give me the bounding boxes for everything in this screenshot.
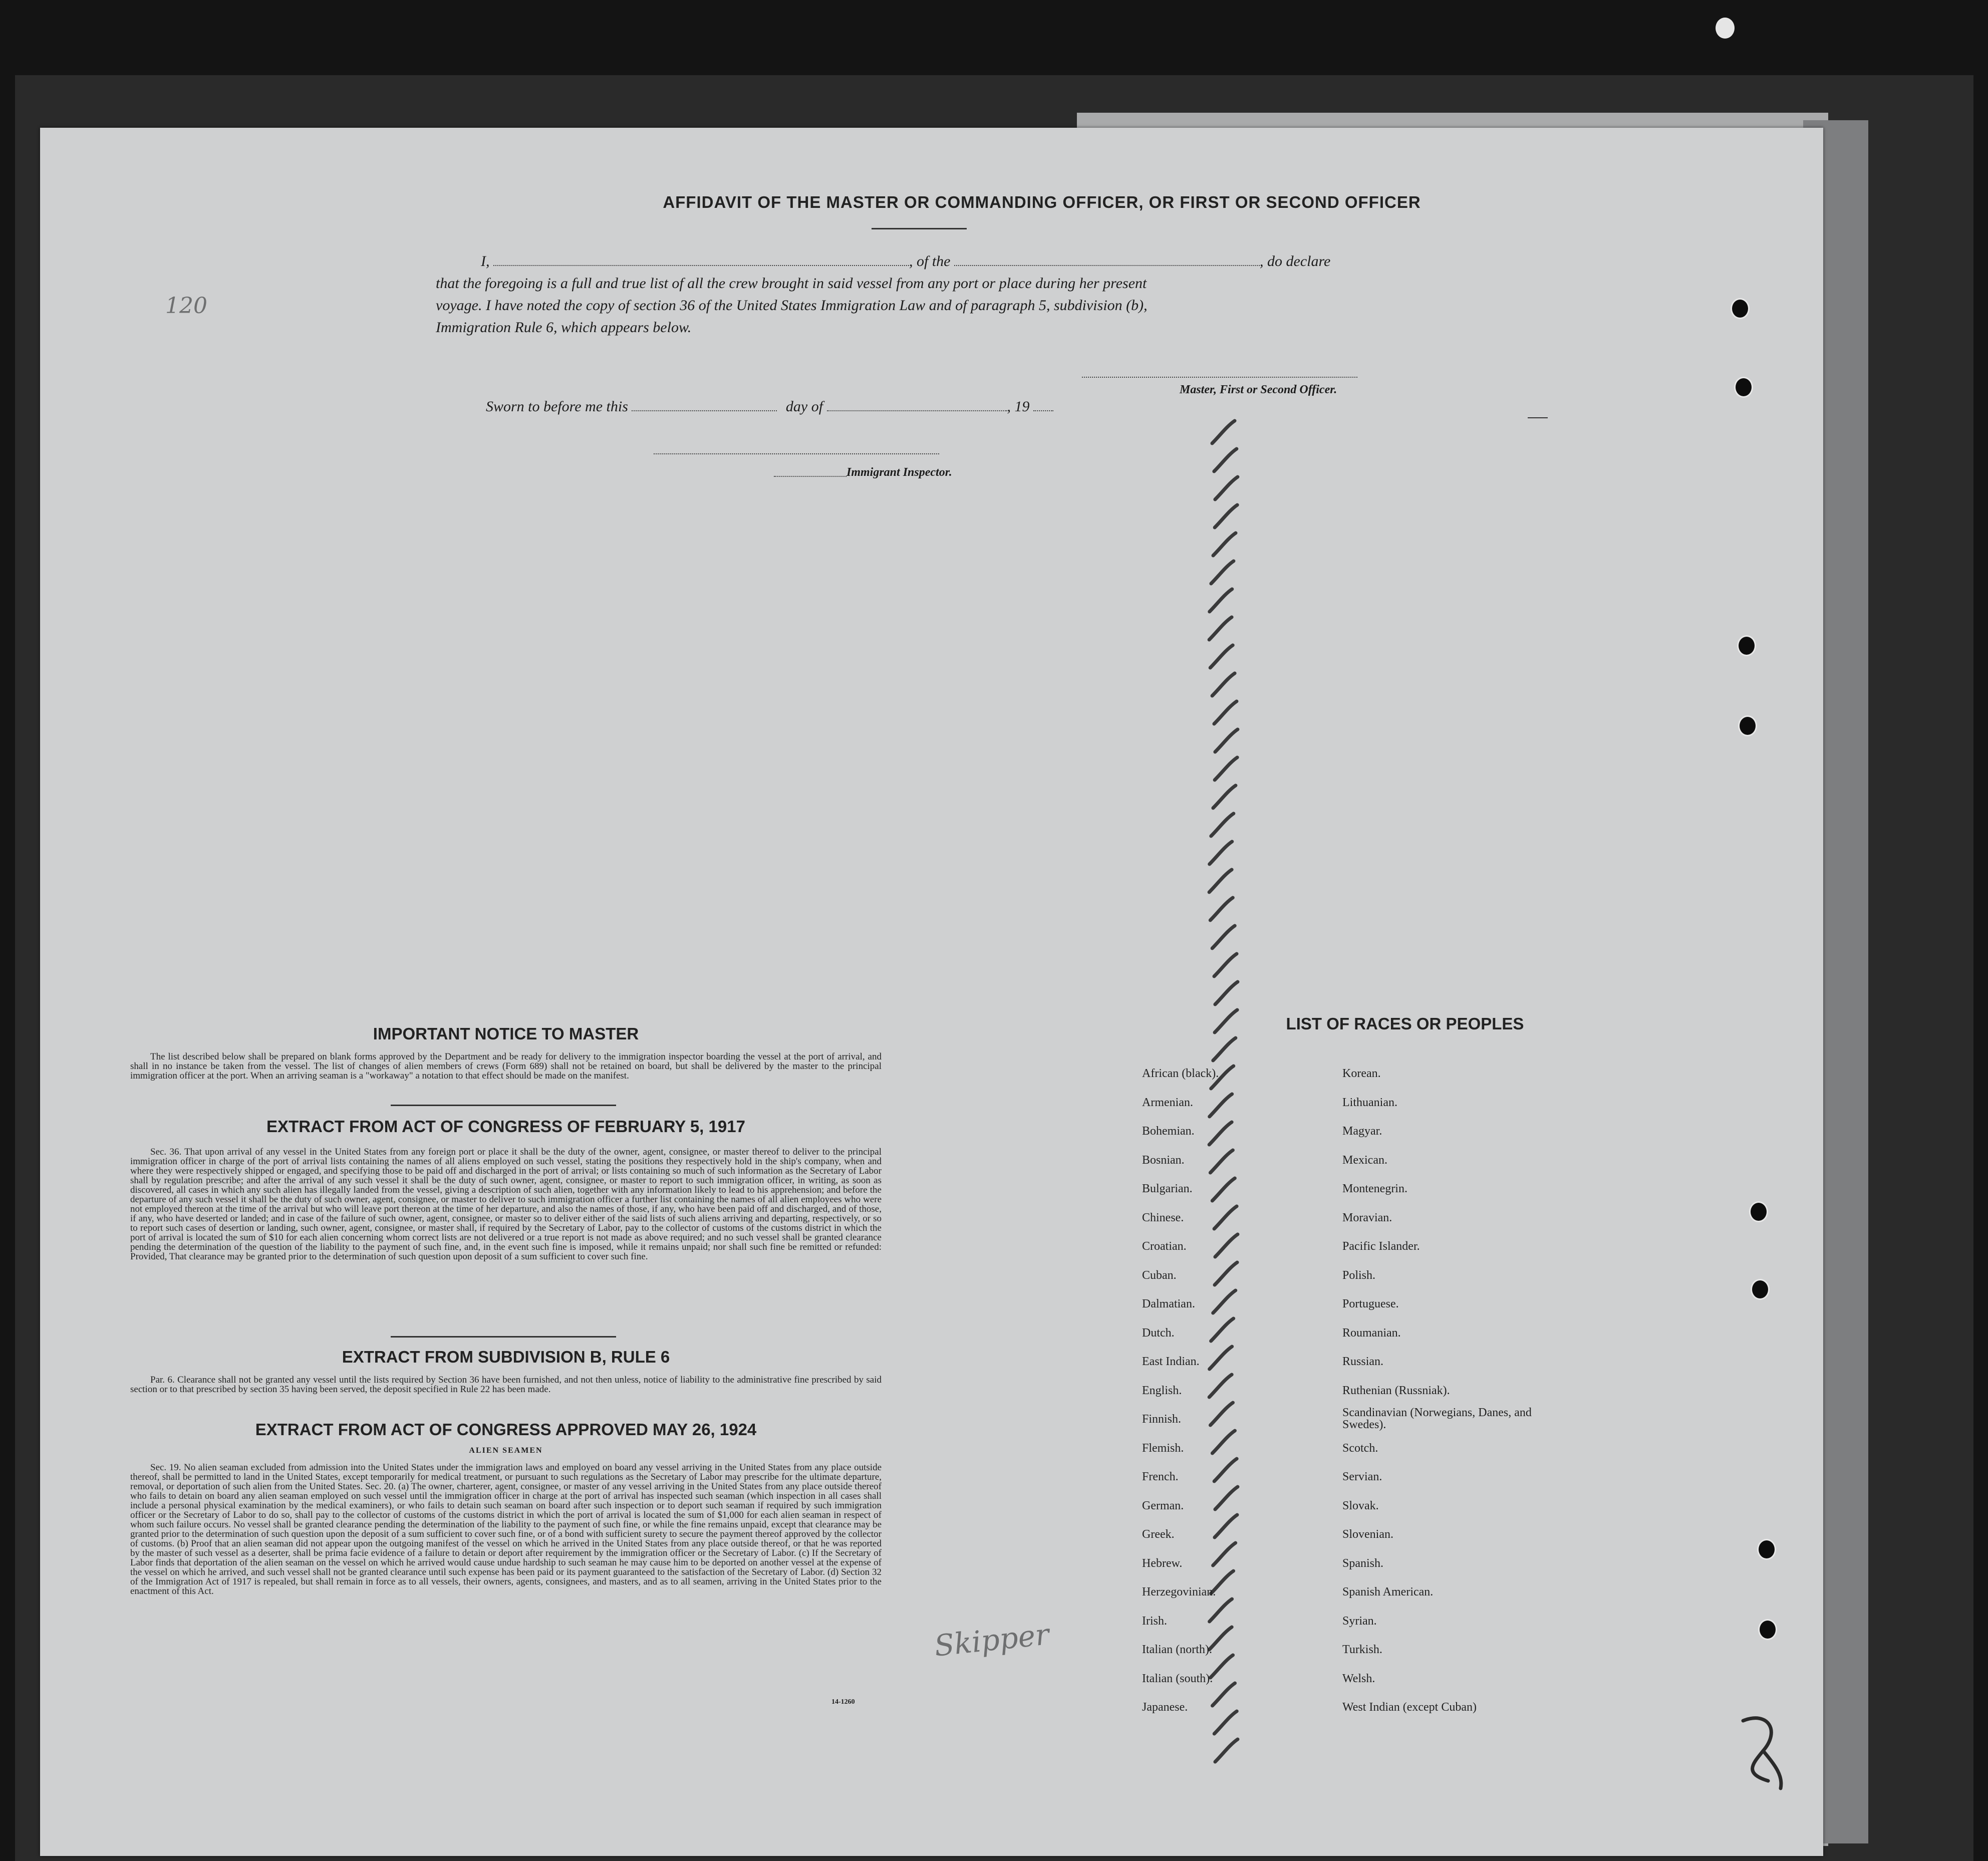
scan-corner-mark xyxy=(1716,18,1735,39)
ditto-tick xyxy=(1211,1318,1234,1341)
race-entry: Herzegovinian. xyxy=(1142,1585,1216,1599)
ditto-tick xyxy=(1214,1206,1237,1229)
ditto-tick xyxy=(1211,561,1234,584)
ditto-tick xyxy=(1210,1094,1232,1117)
ditto-tick xyxy=(1210,645,1233,668)
ditto-tick xyxy=(1210,589,1232,612)
binder-hole xyxy=(1737,635,1756,656)
race-entry: Spanish American. xyxy=(1342,1585,1434,1599)
declarant-prefix: I, xyxy=(481,253,490,270)
ditto-tick xyxy=(1214,1459,1237,1481)
declaration-line xyxy=(436,250,1468,273)
race-entry: West Indian (except Cuban) xyxy=(1342,1701,1477,1714)
race-entry: Bosnian. xyxy=(1142,1153,1185,1167)
section-divider xyxy=(391,1105,616,1106)
race-entry: Japanese. xyxy=(1142,1701,1188,1714)
ditto-tick xyxy=(1212,1178,1235,1201)
ditto-tick xyxy=(1215,757,1237,780)
sworn-day-field[interactable] xyxy=(632,401,777,411)
race-entry: Scotch. xyxy=(1342,1441,1378,1455)
rule-6-title: EXTRACT FROM SUBDIVISION B, RULE 6 xyxy=(342,1348,670,1366)
vessel-name-field[interactable] xyxy=(954,256,1260,266)
ditto-tick xyxy=(1213,1038,1236,1060)
ditto-tick xyxy=(1213,533,1236,556)
act-1917-title: EXTRACT FROM ACT OF CONGRESS OF FEBRUARY 5, 1917 xyxy=(266,1117,745,1136)
binder-hole xyxy=(1749,1201,1768,1222)
ditto-tick xyxy=(1210,1403,1233,1425)
ditto-tick xyxy=(1209,1122,1232,1145)
race-entry: Russian. xyxy=(1342,1355,1384,1368)
margin-tick xyxy=(1528,417,1548,418)
race-entry: Cuban. xyxy=(1142,1268,1177,1282)
binder-hole xyxy=(1734,377,1753,398)
ditto-tick xyxy=(1212,421,1235,443)
race-entry: Slovak. xyxy=(1342,1499,1379,1512)
ditto-tick xyxy=(1209,617,1232,640)
ditto-tick xyxy=(1215,1739,1238,1762)
race-entry: Flemish. xyxy=(1142,1441,1184,1455)
ditto-tick xyxy=(1215,1487,1238,1509)
ditto-tick xyxy=(1215,1262,1237,1285)
ditto-tick xyxy=(1215,477,1238,499)
ditto-tick xyxy=(1212,926,1235,948)
race-entry: Italian (south). xyxy=(1142,1672,1213,1685)
document-page xyxy=(40,128,1823,1856)
race-entry: Bohemian. xyxy=(1142,1125,1195,1138)
race-entry: Dalmatian. xyxy=(1142,1297,1195,1310)
rule-6-text: Par. 6. Clearance shall not be granted any vessel until the lists required by Section 36 have been furnished, and not then unless, notice of liability to the administrative fine prescribed by said section or to that prescribed by section 35 having been served, the deposit specified in Rule 22 has been made. xyxy=(130,1375,882,1395)
declarant-name-field[interactable] xyxy=(493,256,909,266)
sworn-month-field[interactable] xyxy=(827,401,1007,411)
ditto-tick xyxy=(1214,1711,1237,1734)
race-entry: East Indian. xyxy=(1142,1355,1200,1368)
declaration-text-line: Immigration Rule 6, which appears below. xyxy=(436,319,692,336)
ditto-tick xyxy=(1209,870,1232,892)
declaration-text-line: voyage. I have noted the copy of section 36 of the United States Immigration Law and of paragraph 5, subdivision (b), xyxy=(436,297,1148,314)
affidavit-statement xyxy=(436,250,1468,339)
ditto-tick xyxy=(1210,1347,1232,1369)
race-entry: Italian (north). xyxy=(1142,1643,1212,1656)
ditto-tick xyxy=(1214,954,1237,976)
ditto-tick xyxy=(1215,505,1237,527)
handwritten-annotation: Skipper xyxy=(933,1617,1051,1663)
race-entry: French. xyxy=(1142,1470,1179,1483)
race-entry: Welsh. xyxy=(1342,1672,1375,1685)
race-entry: Dutch. xyxy=(1142,1326,1175,1340)
race-entry: Croatian. xyxy=(1142,1240,1187,1253)
ditto-tick xyxy=(1215,729,1238,752)
title-underline xyxy=(872,228,967,229)
binder-hole xyxy=(1731,298,1750,319)
sworn-line xyxy=(486,398,1053,415)
sworn-text: Sworn to before me this xyxy=(486,398,628,415)
ditto-tick xyxy=(1214,701,1237,724)
race-entry: Portuguese. xyxy=(1342,1297,1399,1310)
master-signature-line[interactable] xyxy=(1082,377,1357,378)
inspector-signature-line[interactable] xyxy=(654,453,939,454)
inspector-name-line[interactable] xyxy=(774,476,846,477)
race-entry: Spanish. xyxy=(1342,1556,1384,1570)
race-entry: Irish. xyxy=(1142,1614,1167,1628)
race-entry: Hebrew. xyxy=(1142,1556,1183,1570)
ditto-tick xyxy=(1211,814,1234,836)
race-entry: Lithuanian. xyxy=(1342,1096,1397,1109)
declaration-text-line: that the foregoing is a full and true list of all the crew brought in said vessel from any port or place during her present xyxy=(436,275,1147,292)
race-entry: Mexican. xyxy=(1342,1153,1387,1167)
race-entry: Korean. xyxy=(1342,1067,1381,1080)
race-entry: Scandinavian (Norwegians, Danes, and Swedes). xyxy=(1342,1406,1532,1431)
race-entry: Roumanian. xyxy=(1342,1326,1401,1340)
act-1924-text: Sec. 19. No alien seaman excluded from admission into the United States under the immigration laws and employed on board any vessel arriving in the United States from any place outside thereof, shall be permitted to land in the United States, except temporarily for medical treatment, or pursuant to such regulations as the Secretary of Labor may prescribe for the ultimate departure, removal, or deportation of such alien from the United States. Sec. 20. (a) The owner, charterer, agent, consignee, or master of any vessel arriving in the United States from any place outside thereof who fails to detain on board any alien seaman employed on such vessel until the immigration officer in charge at the port of arrival has inspected such seaman (which inspection in all cases shall include a personal physical examination by the medical examiners), or who fails to detain such seaman on board after such inspection or to deport such seaman if required by such immigration officer or the Secretary of Labor to do so, shall pay to the collector of customs of the customs district in which the port of arrival is located the sum of $1,000 for each alien seaman in respect of whom such failure occurs. No vessel shall be granted clearance pending the determination of the liability to the payment of such fine, or while the fine remains unpaid, except that clearance may be granted prior to the determination of such question upon the deposit of a sum sufficient to cover such fine, or of a bond with sufficient surety to secure the payment thereof approved by the collector of customs. (b) Proof that an alien seaman did not appear upon the outgoing manifest of the vessel on which he arrived in the United States from any place outside thereof, or that he was reported by the master of such vessel as a deserter, shall be prima facie evidence of a failure to detain or deport after requirement by the immigration officer or the Secretary of Labor. (c) If the Secretary of Labor finds that deportation of the alien seaman on the vessel on which he arrived would cause undue hardship to such seaman he may cause him to be deported on another vessel at the expense of the vessel on which he arrived, and such vessel shall not be granted clearance until such expense has been paid or its payment guaranteed to the satisfaction of the Secretary of Labor. (d) Section 32 of the Immigration Act of 1917 is repealed, but shall remain in force as to all vessels, their owners, agents, consignees, and masters, and as to all seamen, arriving in the United States prior to the enactment of this Act. xyxy=(130,1462,882,1597)
binder-hole xyxy=(1758,1619,1777,1640)
handwritten-page-number xyxy=(1733,1706,1788,1791)
ditto-tick xyxy=(1210,898,1233,920)
form-number: 14-1260 xyxy=(831,1698,855,1706)
alien-seamen-subtitle: ALIEN SEAMEN xyxy=(469,1446,543,1455)
ditto-tick xyxy=(1213,1290,1236,1313)
ditto-tick xyxy=(1215,1234,1238,1257)
do-declare-text: , do declare xyxy=(1260,253,1331,270)
ditto-tick xyxy=(1215,982,1238,1004)
day-of-text: day of xyxy=(785,398,823,415)
race-entry: Polish. xyxy=(1342,1268,1376,1282)
year-prefix: , 19 xyxy=(1007,398,1030,415)
race-entry: Servian. xyxy=(1342,1470,1382,1483)
race-entry: English. xyxy=(1142,1384,1182,1397)
ditto-tick xyxy=(1211,1655,1233,1678)
ditto-tick xyxy=(1215,1515,1237,1537)
master-signature-label: Master, First or Second Officer. xyxy=(1180,383,1337,396)
ditto-tick xyxy=(1209,1375,1232,1397)
race-entry: German. xyxy=(1142,1499,1184,1512)
race-entry: Greek. xyxy=(1142,1528,1175,1541)
race-entry: Magyar. xyxy=(1342,1125,1382,1138)
notice-title: IMPORTANT NOTICE TO MASTER xyxy=(373,1024,639,1043)
of-the-text: , of the xyxy=(909,253,951,270)
race-entry: Turkish. xyxy=(1342,1643,1382,1656)
ditto-tick xyxy=(1212,673,1235,696)
race-entry: Montenegrin. xyxy=(1342,1182,1407,1195)
ditto-tick xyxy=(1213,1543,1236,1565)
ditto-tick xyxy=(1213,785,1236,808)
races-title: LIST OF RACES OR PEOPLES xyxy=(1286,1014,1524,1033)
race-entry: Finnish. xyxy=(1142,1413,1182,1426)
race-entry: Syrian. xyxy=(1342,1614,1377,1628)
ditto-tick xyxy=(1214,449,1237,471)
race-entry: Ruthenian (Russniak). xyxy=(1342,1384,1450,1397)
ditto-tick xyxy=(1213,1683,1235,1706)
notice-text: The list described below shall be prepared on blank forms approved by the Department and be ready for delivery to the immigration inspector boarding the vessel at the port of arrival, and shall in no instance be taken from the vessel. The list of changes of alien members of crews (Form 689) shall not be retained on board, but shall be delivered by the master to the principal immigration officer at the port. When an arriving seaman is a "workaway" a notation to that effect should be made on the manifest. xyxy=(130,1051,882,1081)
ditto-tick xyxy=(1209,1627,1232,1650)
ditto-tick xyxy=(1210,1599,1232,1622)
handwritten-ditto-marks xyxy=(1192,408,1292,1771)
ditto-tick xyxy=(1210,842,1232,864)
race-entry: Armenian. xyxy=(1142,1096,1193,1109)
race-entry: Chinese. xyxy=(1142,1211,1184,1224)
act-1924-title: EXTRACT FROM ACT OF CONGRESS APPROVED MAY 26, 1924 xyxy=(255,1420,757,1439)
binder-hole xyxy=(1738,715,1757,736)
race-entry: Slovenian. xyxy=(1342,1528,1393,1541)
sworn-year-field[interactable] xyxy=(1033,401,1053,411)
act-1917-text: Sec. 36. That upon arrival of any vessel in the United States from any foreign port or place it shall be the duty of the owner, agent, consignee, or master thereof to deliver to the principal immigration officer in charge of the port of arrival lists containing the names of all aliens employed on such vessel, stating the positions they respectively hold in the ship's company, when and where they were respectively shipped or engaged, and specifying those to be paid off and discharged in the port of arrival; or lists containing so much of such information as the Secretary of Labor shall by regulation prescribe; and after the arrival of any such vessel it shall be the duty of such owner, agent, consignee, or master to report to such immigration officer, in writing, as soon as discovered, all cases in which any such alien has illegally landed from the vessel, giving a description of such alien, together with any information likely to lead to his apprehension; and before the departure of any such vessel it shall be the duty of such owner, agent, consignee, or master to deliver to such immigration officer a further list containing the names of all alien employees who were not employed thereon at the time of the arrival but who will leave port thereon at the time of her departure, and also the names of those, if any, who have been paid off and discharged, and of those, if any, who have deserted or landed; and in case of the failure of such owner, agent, consignee, or master so to deliver either of the said lists of such aliens arriving and departing, respectively, or so to report such cases of desertion or landing, such owner, agent, consignee, or master shall, if required by the Secretary of Labor, pay to the collector of customs of the customs district in which the port of arrival is located the sum of $10 for each alien concerning whom correct lists are not delivered or a true report is not made as above required; and no such vessel shall be granted clearance pending the determination of the question of the liability to the payment of such fine, and, in the event such fine is imposed, while it remains unpaid; nor shall such fine be remitted or refunded: Provided, That clearance may be granted prior to the determination of such question upon deposit of a sum sufficient to cover such fine. xyxy=(130,1147,882,1262)
margin-handwritten-number: 120 xyxy=(165,293,207,319)
section-divider xyxy=(391,1336,616,1338)
race-entry: African (black). xyxy=(1142,1067,1219,1080)
binder-hole xyxy=(1757,1539,1776,1560)
race-entry: Bulgarian. xyxy=(1142,1182,1193,1195)
ditto-tick xyxy=(1212,1431,1235,1453)
race-entry: Pacific Islander. xyxy=(1342,1240,1420,1253)
race-entry: Moravian. xyxy=(1342,1211,1392,1224)
binder-hole xyxy=(1751,1279,1770,1300)
inspector-signature-label: Immigrant Inspector. xyxy=(846,466,952,479)
affidavit-title: AFFIDAVIT OF THE MASTER OR COMMANDING OFFICER, OR FIRST OR SECOND OFFICER xyxy=(663,193,1421,211)
ditto-tick xyxy=(1210,1150,1233,1173)
